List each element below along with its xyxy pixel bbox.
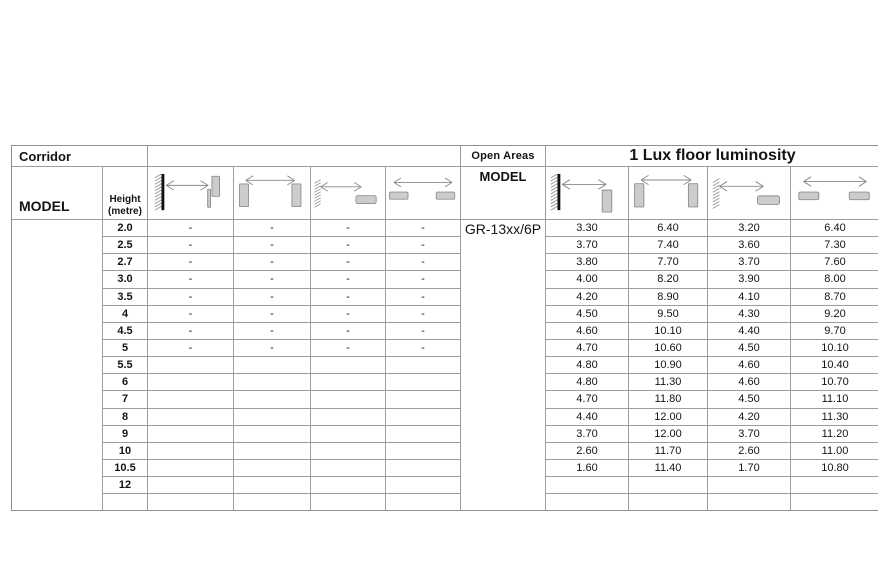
corridor-value-cell: - — [148, 323, 234, 340]
corridor-value-cell — [311, 494, 386, 511]
open-areas-value-cell: 4.80 — [546, 374, 629, 391]
corridor-value-cell — [234, 494, 311, 511]
open-areas-value-cell: 2.60 — [546, 443, 629, 460]
open-areas-value-cell: 3.70 — [546, 237, 629, 254]
height-cell: 4.5 — [103, 323, 148, 340]
wall-to-ceiling-luminaire-diagram-cell — [311, 167, 386, 220]
wall-to-ceiling-luminaire-diagram — [311, 170, 385, 216]
open-areas-value-cell: 3.70 — [708, 426, 791, 443]
corridor-value-cell — [311, 374, 386, 391]
corridor-value-cell — [148, 426, 234, 443]
height-label-line2: (metre) — [108, 205, 142, 217]
open-areas-value-cell: 7.30 — [791, 237, 878, 254]
height-cell: 9 — [103, 426, 148, 443]
luminosity-table — [11, 145, 878, 511]
corridor-value-cell: - — [234, 306, 311, 323]
corridor-value-cell: - — [234, 220, 311, 237]
open-areas-value-cell: 9.50 — [629, 306, 708, 323]
open-areas-value-cell — [791, 477, 878, 494]
corridor-value-cell — [234, 460, 311, 477]
open-areas-value-cell: 3.80 — [546, 254, 629, 271]
open-areas-value-cell: 4.00 — [546, 271, 629, 288]
open-areas-value-cell: 10.90 — [629, 357, 708, 374]
open-areas-value-cell: 4.60 — [546, 323, 629, 340]
open-areas-value-cell: 7.40 — [629, 237, 708, 254]
open-areas-value-cell: 3.70 — [546, 426, 629, 443]
corridor-value-cell: - — [386, 271, 461, 288]
open-areas-value-cell: 10.10 — [629, 323, 708, 340]
open-areas-value-cell: 10.80 — [791, 460, 878, 477]
height-cell: 3.5 — [103, 289, 148, 306]
corridor-value-cell: - — [386, 237, 461, 254]
open-areas-value-cell — [546, 494, 629, 511]
between-two-ceiling-luminaires-diagram-cell — [791, 167, 878, 220]
corridor-value-cell: - — [234, 237, 311, 254]
corridor-value-cell: - — [148, 271, 234, 288]
corridor-value-cell — [148, 460, 234, 477]
open-areas-value-cell — [629, 477, 708, 494]
height-cell: 5 — [103, 340, 148, 357]
open-areas-value-cell: 11.70 — [629, 443, 708, 460]
corridor-value-cell: - — [234, 340, 311, 357]
open-areas-value-cell: 4.50 — [708, 391, 791, 408]
corridor-value-cell: - — [311, 237, 386, 254]
corridor-value-cell — [311, 443, 386, 460]
open-areas-value-cell: 4.70 — [546, 391, 629, 408]
wall-to-wall-mounted-luminaire-diagram — [151, 170, 231, 216]
corridor-value-cell — [386, 391, 461, 408]
wall-to-vertical-luminaire-diagram-cell — [546, 167, 629, 220]
open-areas-value-cell: 4.80 — [546, 357, 629, 374]
corridor-value-cell — [386, 357, 461, 374]
open-areas-value-cell: 8.00 — [791, 271, 878, 288]
between-two-vertical-luminaires-diagram — [234, 170, 310, 216]
height-cell: 5.5 — [103, 357, 148, 374]
height-cell: 10 — [103, 443, 148, 460]
corridor-value-cell: - — [148, 306, 234, 323]
open-areas-value-cell: 12.00 — [629, 409, 708, 426]
corridor-value-cell: - — [148, 237, 234, 254]
between-two-ceiling-luminaires-diagram — [795, 170, 875, 216]
corridor-section-title: Corridor — [12, 146, 148, 167]
corridor-value-cell — [148, 409, 234, 426]
open-areas-model-header: MODEL — [461, 167, 546, 220]
corridor-value-cell — [148, 374, 234, 391]
open-areas-value-cell: 4.30 — [708, 306, 791, 323]
corridor-value-cell: - — [234, 323, 311, 340]
corridor-value-cell: - — [311, 254, 386, 271]
corridor-value-cell: - — [386, 306, 461, 323]
corridor-value-cell — [311, 409, 386, 426]
open-areas-value-cell: 11.30 — [791, 409, 878, 426]
open-areas-value-cell: 4.40 — [708, 323, 791, 340]
open-areas-value-cell: 4.40 — [546, 409, 629, 426]
corridor-value-cell — [311, 391, 386, 408]
height-cell: 4 — [103, 306, 148, 323]
corridor-value-cell: - — [386, 323, 461, 340]
corridor-value-cell — [311, 426, 386, 443]
open-areas-value-cell: 11.80 — [629, 391, 708, 408]
corridor-value-cell — [386, 494, 461, 511]
height-cell: 2.0 — [103, 220, 148, 237]
open-areas-value-cell: 4.50 — [546, 306, 629, 323]
open-areas-value-cell — [546, 477, 629, 494]
open-areas-value-cell: 7.60 — [791, 254, 878, 271]
corridor-value-cell — [234, 477, 311, 494]
height-cell: 2.7 — [103, 254, 148, 271]
open-areas-value-cell: 3.70 — [708, 254, 791, 271]
corridor-value-cell — [234, 409, 311, 426]
open-areas-value-cell: 10.70 — [791, 374, 878, 391]
height-cell: 2.5 — [103, 237, 148, 254]
corridor-value-cell — [386, 477, 461, 494]
between-two-vertical-luminaires-diagram-cell — [629, 167, 708, 220]
height-cell: 6 — [103, 374, 148, 391]
open-areas-value-cell: 3.20 — [708, 220, 791, 237]
corridor-value-cell: - — [386, 254, 461, 271]
open-areas-value-cell: 9.70 — [791, 323, 878, 340]
open-areas-value-cell: 11.00 — [791, 443, 878, 460]
corridor-value-cell: - — [148, 220, 234, 237]
corridor-value-cell: - — [311, 220, 386, 237]
lux-floor-luminosity-title: 1 Lux floor luminosity — [546, 146, 878, 167]
corridor-value-cell — [386, 374, 461, 391]
corridor-value-cell: - — [148, 254, 234, 271]
corridor-value-cell — [311, 477, 386, 494]
height-cell: 10.5 — [103, 460, 148, 477]
corridor-value-cell: - — [386, 220, 461, 237]
open-areas-value-cell — [708, 494, 791, 511]
open-areas-value-cell: 8.20 — [629, 271, 708, 288]
height-cell — [103, 494, 148, 511]
corridor-value-cell — [234, 443, 311, 460]
open-areas-value-cell: 8.90 — [629, 289, 708, 306]
corridor-value-cell — [234, 374, 311, 391]
corridor-value-cell — [311, 357, 386, 374]
corridor-model-header: MODEL — [12, 167, 103, 220]
corridor-value-cell: - — [311, 306, 386, 323]
open-areas-value-cell: 6.40 — [629, 220, 708, 237]
height-cell: 3.0 — [103, 271, 148, 288]
corridor-value-cell — [148, 357, 234, 374]
open-areas-section-title: Open Areas — [461, 146, 546, 167]
open-areas-value-cell: 4.60 — [708, 374, 791, 391]
between-two-ceiling-luminaires-diagram — [386, 170, 460, 216]
height-metre-header — [103, 167, 148, 220]
corridor-model-value-cell — [12, 220, 103, 511]
corridor-value-cell — [148, 391, 234, 408]
open-areas-value-cell: 10.10 — [791, 340, 878, 357]
open-areas-value-cell: 7.70 — [629, 254, 708, 271]
corridor-value-cell: - — [148, 289, 234, 306]
corridor-value-cell — [234, 357, 311, 374]
open-areas-model-value-cell: GR-13xx/6P — [461, 220, 546, 511]
wall-to-wall-mounted-luminaire-diagram-cell — [148, 167, 234, 220]
height-label-line1: Height — [109, 194, 141, 205]
open-areas-value-cell — [629, 494, 708, 511]
between-two-vertical-luminaires-diagram-cell — [234, 167, 311, 220]
open-areas-value-cell: 1.60 — [546, 460, 629, 477]
corridor-value-cell — [234, 391, 311, 408]
corridor-value-cell — [386, 409, 461, 426]
corridor-value-cell: - — [234, 289, 311, 306]
corridor-header-spacer — [148, 146, 461, 167]
open-areas-value-cell: 9.20 — [791, 306, 878, 323]
corridor-value-cell — [386, 426, 461, 443]
open-areas-value-cell — [791, 494, 878, 511]
open-areas-value-cell: 4.60 — [708, 357, 791, 374]
height-cell: 7 — [103, 391, 148, 408]
open-areas-value-cell: 3.30 — [546, 220, 629, 237]
height-cell: 12 — [103, 477, 148, 494]
corridor-value-cell — [386, 443, 461, 460]
between-two-ceiling-luminaires-diagram-cell — [386, 167, 461, 220]
wall-to-ceiling-luminaire-diagram — [709, 170, 789, 216]
corridor-value-cell — [386, 460, 461, 477]
corridor-value-cell: - — [311, 323, 386, 340]
open-areas-value-cell: 11.20 — [791, 426, 878, 443]
corridor-value-cell — [311, 460, 386, 477]
open-areas-value-cell: 4.20 — [708, 409, 791, 426]
height-cell: 8 — [103, 409, 148, 426]
open-areas-value-cell: 4.50 — [708, 340, 791, 357]
open-areas-value-cell: 12.00 — [629, 426, 708, 443]
open-areas-value-cell: 3.90 — [708, 271, 791, 288]
corridor-value-cell: - — [311, 271, 386, 288]
corridor-value-cell: - — [311, 289, 386, 306]
open-areas-value-cell — [708, 477, 791, 494]
corridor-value-cell: - — [234, 271, 311, 288]
open-areas-value-cell: 3.60 — [708, 237, 791, 254]
open-areas-value-cell: 10.60 — [629, 340, 708, 357]
wall-to-ceiling-luminaire-diagram-cell — [708, 167, 791, 220]
open-areas-value-cell: 1.70 — [708, 460, 791, 477]
corridor-value-cell — [148, 477, 234, 494]
open-areas-value-cell: 11.30 — [629, 374, 708, 391]
open-areas-value-cell: 11.10 — [791, 391, 878, 408]
corridor-value-cell: - — [311, 340, 386, 357]
corridor-value-cell — [148, 494, 234, 511]
open-areas-value-cell: 4.70 — [546, 340, 629, 357]
wall-to-vertical-luminaire-diagram — [547, 170, 627, 216]
between-two-vertical-luminaires-diagram — [629, 170, 707, 216]
corridor-value-cell: - — [234, 254, 311, 271]
open-areas-value-cell: 4.10 — [708, 289, 791, 306]
open-areas-value-cell: 8.70 — [791, 289, 878, 306]
open-areas-value-cell: 2.60 — [708, 443, 791, 460]
corridor-value-cell — [234, 426, 311, 443]
corridor-value-cell — [148, 443, 234, 460]
open-areas-value-cell: 6.40 — [791, 220, 878, 237]
open-areas-value-cell: 4.20 — [546, 289, 629, 306]
open-areas-value-cell: 11.40 — [629, 460, 708, 477]
corridor-value-cell: - — [148, 340, 234, 357]
corridor-value-cell: - — [386, 340, 461, 357]
open-areas-value-cell: 10.40 — [791, 357, 878, 374]
corridor-value-cell: - — [386, 289, 461, 306]
